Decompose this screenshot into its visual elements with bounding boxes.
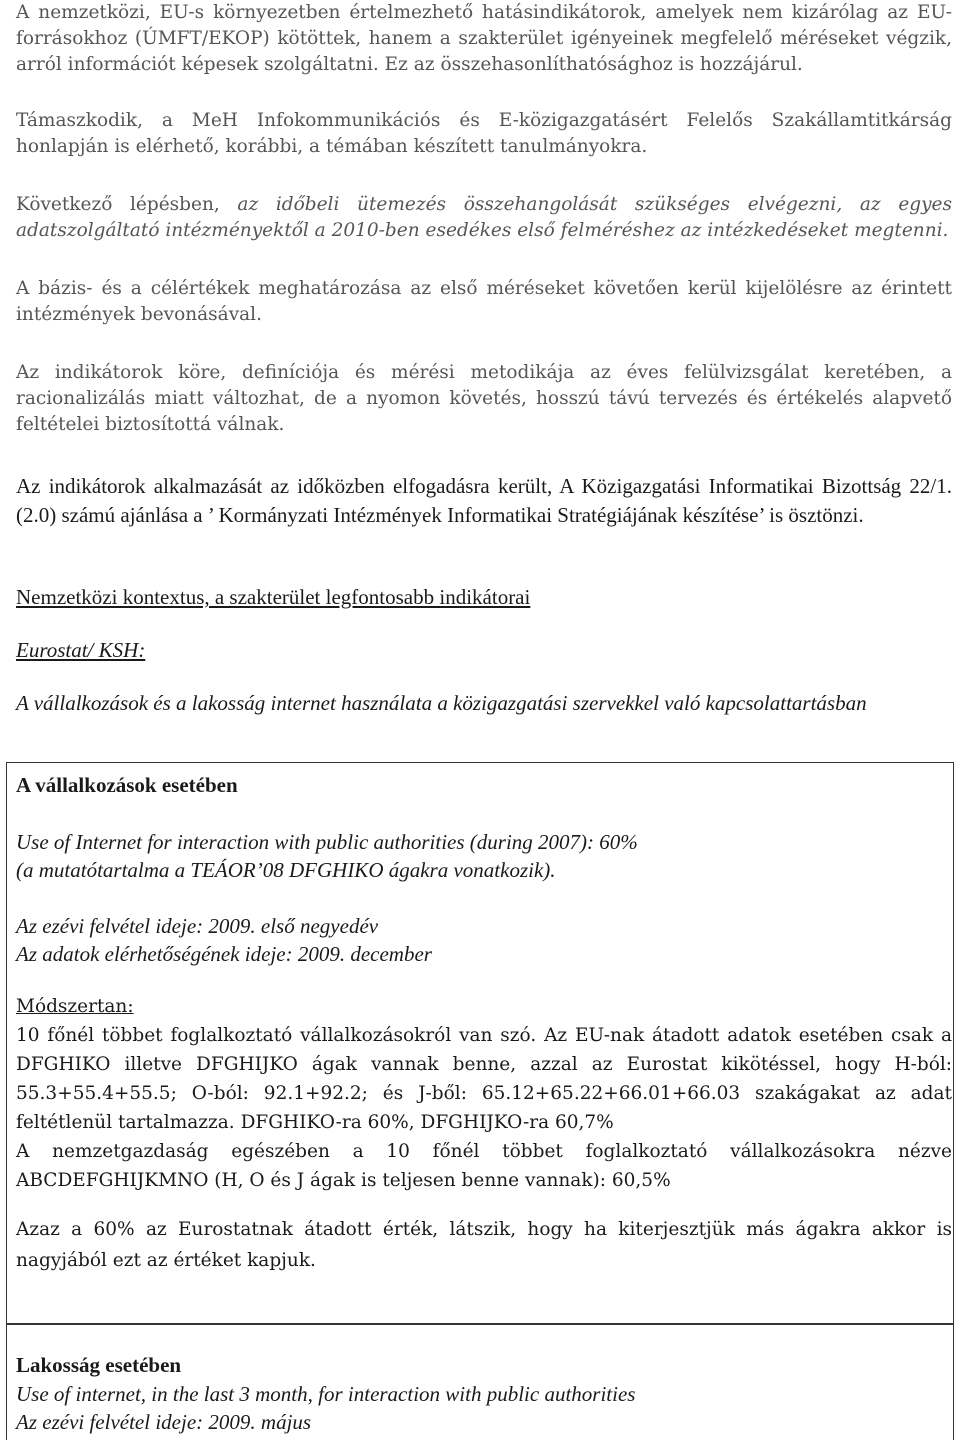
topic-heading: A vállalkozások és a lakosság internet használata a közigazgatási szervekkel való kapcsolattartásban (16, 691, 867, 715)
population-survey-time-value: 2009. május (208, 1410, 312, 1434)
business-availability-label: Az adatok elérhetőségének ideje: (16, 942, 293, 966)
source-heading: Eurostat/ KSH: (16, 638, 146, 662)
business-survey-time (16, 912, 952, 940)
methodology-text: 10 főnél többet foglalkoztató vállalkozásokról van szó. Az EU-nak átadott adatok esetében csak a DFGHIKO illetve DFGHIJKO ágak vannak benne, azzal az Eurostat kikötéssel, hogy H-ból: 55.3+55.4+55.5; O-ból: 92.1+92.2; és J-ből: 65.12+65.22+66.01+66.03 szakágakat az adat feltétlenül tartalmazza. DFGHIKO-ra 60%, DFGHIJKO-ra 60,7% (16, 1025, 952, 1133)
business-conclusion: Azaz a 60% az Eurostatnak átadott érték, látszik, hogy ha kiterjesztjük más ágakra akkor is nagyjából ezt az értéket kapjuk. (16, 1219, 952, 1271)
population-box-title: Lakosság esetében (16, 1353, 182, 1377)
business-indicator-line1: Use of Internet for interaction with public authorities (during 2007): 60% (16, 830, 638, 854)
next-step-lead: Következő lépésben, (16, 194, 238, 215)
business-survey-time-label: Az ezévi felvétel ideje: (16, 914, 204, 938)
paragraph-recommendation: Az indikátorok alkalmazását az időközben elfogadásra került, A Közigazgatási Informatikai Bizottság 22/1. (2.0) számú ajánlása a ’ Kormányzati Intézmények Informatikai Stratégiájának készítése’ is ösztönzi. (16, 474, 952, 527)
methodology-label: Módszertan: (16, 996, 134, 1017)
paragraph-sources: Támaszkodik, a MeH Infokommunikációs és E-közigazgatásért Felelős Szakállamtitkárság honlapján is elérhető, korábbi, a témában készített tanulmányokra. (16, 110, 952, 157)
business-indicator-definition (16, 828, 952, 884)
next-step-italic: az időbeli ütemezés összehangolását szükséges elvégezni, az egyes adatszolgáltató intézményektől a 2010-ben esedékes első felméréshez az intézkedéseket megtenni. (16, 194, 952, 241)
section-heading: Nemzetközi kontextus, a szakterület legfontosabb indikátorai (16, 585, 531, 609)
business-survey-time-value: 2009. első negyedév (208, 914, 379, 938)
population-indicator-block (16, 1380, 952, 1436)
population-survey-time-label: Az ezévi felvétel ideje: (16, 1410, 204, 1434)
paragraph-next-step (16, 192, 952, 244)
population-survey-time (16, 1408, 952, 1436)
business-availability (16, 940, 952, 968)
business-indicator-line2: (a mutatótartalma a TEÁOR’08 DFGHIKO ágakra vonatkozik). (16, 858, 556, 882)
business-methodology (16, 992, 952, 1195)
population-indicator-definition: Use of internet, in the last 3 month, for interaction with public authorities (16, 1382, 636, 1406)
paragraph-intro: A nemzetközi, EU-s környezetben értelmezhető hatásindikátorok, amelyek nem kizárólag az EU-forrásokhoz (ÚMFT/EKOP) kötöttek, hanem a szakterület igényeinek megfelelő méréseket végzik, arról információt képesek szolgáltatni. Ez az összehasonlíthatósághoz is hozzájárul. (16, 2, 952, 75)
paragraph-baseline: A bázis- és a célértékek meghatározása az első méréseket követően kerül kijelölésre az érintett intézmények bevonásával. (16, 278, 952, 325)
methodology-text-national: A nemzetgazdaság egészében a 10 főnél többet foglalkoztató vállalkozásokra nézve ABCDEFGHIJKMNO (H, O és J ágak is teljesen benne vannak): 60,5% (16, 1141, 952, 1191)
business-availability-value: 2009. december (297, 942, 432, 966)
business-box-title: A vállalkozások esetében (16, 773, 238, 797)
business-survey-dates (16, 912, 952, 968)
paragraph-indicators-scope: Az indikátorok köre, definíciója és mérési metodikája az éves felülvizsgálat keretében, a racionalizálás miatt változhat, de a nyomon követés, hosszú távú tervezés és értékelés alapvető feltételei biztosítottá válnak. (16, 362, 952, 435)
